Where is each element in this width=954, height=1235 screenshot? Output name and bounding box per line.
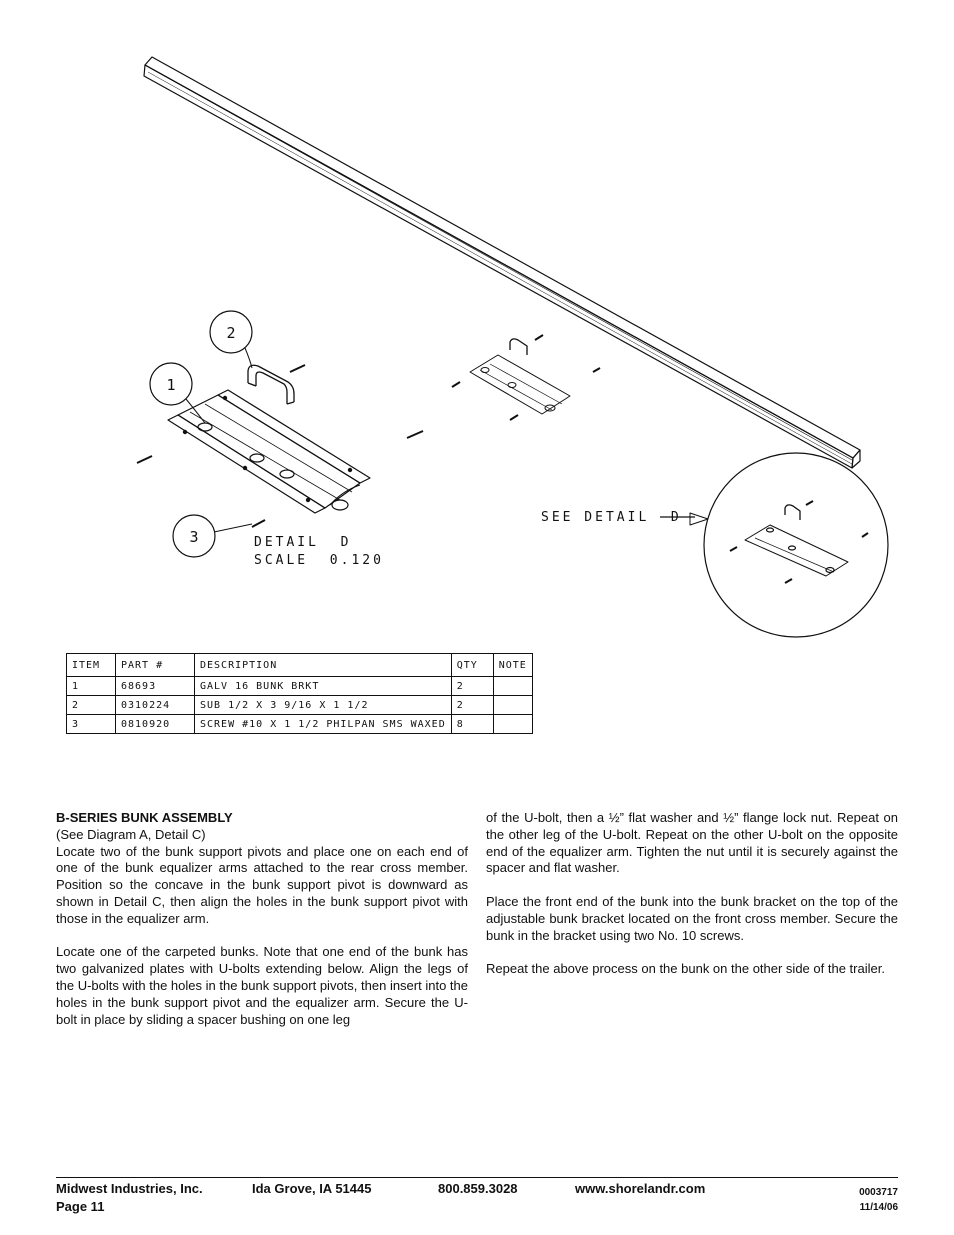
footer-website: www.shorelandr.com (575, 1181, 706, 1196)
parts-table (66, 653, 533, 734)
cell-description: SCREW #10 X 1 1/2 PHILPAN SMS WAXED (195, 715, 452, 734)
instruction-paragraph: Place the front end of the bunk into the bunk bracket on the top of the adjustable bunk bracket located on the front cross member. Secure the bunk in the bracket using two No. 10 screws. (486, 893, 898, 943)
section-heading: B-SERIES BUNK ASSEMBLY (56, 810, 233, 825)
footer-company: Midwest Industries, Inc. (56, 1181, 203, 1196)
footer-divider (56, 1177, 898, 1178)
scale-label: SCALE 0.120 (254, 553, 384, 568)
callout-3 (173, 515, 252, 557)
cell-qty: 2 (451, 696, 493, 715)
detail-label: DETAIL D (254, 535, 352, 550)
footer-page-number: Page 11 (56, 1199, 105, 1214)
callout-3-number: 3 (189, 528, 199, 546)
cell-note (493, 677, 532, 696)
cell-part-number: 0310224 (116, 696, 195, 715)
instruction-paragraph: Repeat the above process on the bunk on the other side of the trailer. (486, 961, 885, 977)
table-row (67, 696, 533, 715)
bunk-bracket-part (168, 390, 370, 513)
footer-doc-number: 0003717 (859, 1187, 898, 1198)
cell-part-number: 68693 (116, 677, 195, 696)
cell-qty: 2 (451, 677, 493, 696)
section-subheading: (See Diagram A, Detail C) (56, 826, 206, 842)
cell-description: GALV 16 BUNK BRKT (195, 677, 452, 696)
instructions-left-column (56, 810, 468, 1028)
cell-note (493, 696, 532, 715)
cell-note (493, 715, 532, 734)
cell-part-number: 0810920 (116, 715, 195, 734)
cell-item: 3 (67, 715, 116, 734)
callout-1 (150, 363, 205, 423)
screws (137, 365, 423, 527)
cell-qty: 8 (451, 715, 493, 734)
instruction-paragraph: Locate one of the carpeted bunks. Note that one end of the bunk has two galvanized plates with U-bolts extending below. Align the legs of the U-bolts with the holes in the bunk support pivots, then insert into the holes in the bunk support pivot and the equalizer arm. Secure the U-bolt in place by sliding a spacer bushing on one leg (56, 944, 468, 1027)
header-note: NOTE (493, 654, 532, 677)
cell-description: SUB 1/2 X 3 9/16 X 1 1/2 (195, 696, 452, 715)
detail-d-circle (704, 453, 888, 637)
see-detail-label: SEE DETAIL D (541, 510, 682, 525)
header-qty: QTY (451, 654, 493, 677)
footer-phone: 800.859.3028 (438, 1181, 518, 1196)
table-row (67, 715, 533, 734)
header-description: DESCRIPTION (195, 654, 452, 677)
header-part-number: PART # (116, 654, 195, 677)
callout-1-number: 1 (166, 376, 176, 394)
instruction-paragraph: Locate two of the bunk support pivots and place one on each end of one of the bunk equalizer arms attached to the rear cross member. Position so the concave in the bunk support pivot is downward as shown in Detail C, then align the holes in the bunk support pivot with those in the equalizer arm. (56, 843, 468, 926)
bunk-bracket-mid (470, 339, 570, 414)
bunk-board (144, 57, 860, 468)
cell-item: 2 (67, 696, 116, 715)
footer-date: 11/14/06 (859, 1202, 898, 1213)
instructions-right-column (486, 810, 898, 978)
parts-table-header-row (67, 654, 533, 677)
header-item: ITEM (67, 654, 116, 677)
callout-2-number: 2 (226, 324, 236, 342)
footer-location: Ida Grove, IA 51445 (252, 1181, 372, 1196)
screws-mid (452, 335, 600, 420)
u-bolt-part (248, 365, 294, 404)
cell-item: 1 (67, 677, 116, 696)
instruction-paragraph: of the U-bolt, then a ½” flat washer and ½” flange lock nut. Repeat on the other leg of the U-bolt. Repeat on the other U-bolt on the opposite end of the equalizer arm. Tighten the nut until it is securely against the spacer and flat washer. (486, 810, 898, 876)
table-row (67, 677, 533, 696)
